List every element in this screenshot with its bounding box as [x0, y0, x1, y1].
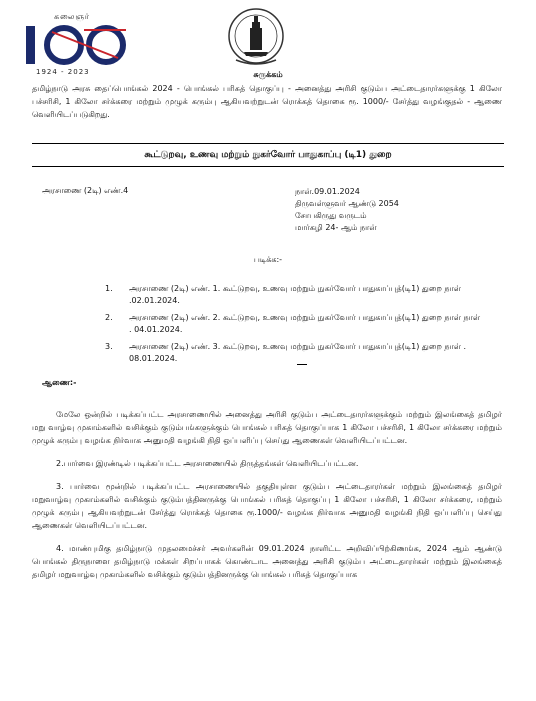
summary-title: சுருக்கம் [253, 70, 283, 79]
tamil-nadu-emblem [222, 6, 290, 68]
references-list [105, 283, 485, 370]
reference-text: அரசாணை (2டி) எண். 2. கூட்டுறவு, உணவு மற்றும் நுகர்வோர் பாதுகாப்புத்(டி1) துறை நாள் நாள் . 04.01.2024. [129, 313, 481, 334]
department-title: கூட்டுறவு, உணவு மற்றும் நுகர்வோர் பாதுகாப்பு (டி1) துறை [144, 150, 392, 160]
government-order-number: அரசாணை (2டி) எண்.4 [42, 186, 129, 195]
logo-years-text: 1924 - 2023 [36, 68, 90, 76]
separator-dash [297, 364, 307, 365]
reference-number: 3. [105, 342, 113, 351]
order-paragraph: 4. மாண்புமிகு தமிழ்நாடு முதலமைச்சர் அவர்களின் 09.01.2024 நாளிட்ட அறிவிப்பிற்கிணங்க, 2024 ஆம் ஆண்டு பொங்கல் திருநாளை தமிழ்நாடு மக்கள் சிறப்பாகக் கொண்டாட அனைத்து அரிசி குடும்ப அட்டைதாரர்கள் மற்றும் இலங்கைத் தமிழர் மறுவாழ்வு முகாம்களில் வசிக்கும் குடும்பத்தினருக்கு பொங்கல் பரிசுத் தொகுப்பாக [32, 544, 502, 579]
order-label: ஆணை:- [42, 378, 77, 387]
reference-text: அரசாணை (2டி) எண். 1. கூட்டுறவு, உணவு மற்றும் நுகர்வோர் பாதுகாப்புத்(டி1) துறை நாள் .02.01.2024. [129, 284, 461, 305]
order-paragraph: 2.பார்வை இரண்டில் படிக்கப்பட்ட அரசாணையில் திருத்தங்கள் வெளியிடப்பட்டன. [56, 459, 359, 468]
order-paragraph: மேலே ஒன்றில் படிக்கப்பட்ட அரசாணையில் அனைத்து அரிசி குடும்ப அட்டைதாரர்களுக்கும் மற்றும் இலங்கைத் தமிழர் மறு வாழ்வு முகாம்களில் வசிக்கும் குடும்பங்களுக்கும் பொங்கல் பரிசுத் தொகுப்பாக 1 கிலோ பச்சரிசி, 1 கிலோ சர்க்கரை மற்றும் முழுக் கரும்பு வழங்க நிர்வாக அனுமதி வழங்கி நிதி ஒப்பளிப்பு செய்து ஆணைகள் வெளியிடப்பட்டன. [32, 410, 502, 445]
kalaignar-100-logo [22, 12, 138, 76]
date-block [295, 186, 399, 234]
divider-bottom [32, 166, 504, 167]
date-line: மார்கழி 24- ஆம் நாள் [295, 223, 377, 232]
reference-item [105, 312, 485, 336]
reference-number: 2. [105, 313, 113, 322]
read-label: படிக்க:- [253, 255, 283, 264]
date-line: திருவள்ளுவர் ஆண்டு 2054 [295, 199, 399, 208]
reference-item [105, 341, 485, 365]
order-body [32, 408, 502, 591]
date-line: நாள்.09.01.2024 [295, 187, 360, 196]
divider-top [32, 143, 504, 144]
reference-item [105, 283, 485, 307]
summary-text: தமிழ்நாடு அரசு தைப்பொங்கல் 2024 - பொங்கல் பரிசுத் தொகுப்பு - அனைத்து அரிசி குடும்ப அட்டைதாரர்களுக்கு 1 கிலோ பச்சரிசி, 1 கிலோ சர்க்கரை மற்றும் முழுக் கரும்பு ஆகியவற்றுடன் ரொக்கத் தொகை ரூ. 1000/- சேர்த்து வழங்குதல் - ஆணை வெளியிடப்படுகிறது. [32, 84, 502, 119]
logo-tamil-text: கலைஞர் [54, 12, 91, 21]
order-paragraph: 3. பார்வை மூன்றில் படிக்கப்பட்ட அரசாணையில் தகுதியுள்ள குடும்ப அட்டைதாரர்கள் மற்றும் இலங்கைத் தமிழர் மறுவாழ்வு முகாம்களில் வசிக்கும் குடும்பத்தினருக்கு பொங்கல் பரிசுத் தொகுப்பு 1 கிலோ பச்சரிசி, 1 கிலோ சர்க்கரை, மற்றும் முழுக் கரும்பு ஆகியவற்றுடன் சேர்த்து ரொக்கத் தொகை ரூ.1000/- வழங்க நிர்வாக அனுமதி வழங்கி நிதி ஒப்பளிப்பு செய்து ஆணைகள் வெளியிடப்பட்டன. [32, 482, 502, 530]
date-line: சோபகிருது வருடம் [295, 211, 367, 220]
reference-number: 1. [105, 284, 113, 293]
reference-text: அரசாணை (2டி) எண். 3. கூட்டுறவு, உணவு மற்றும் நுகர்வோர் பாதுகாப்புத்(டி1) துறை நாள் . 08.01.2024. [129, 342, 467, 363]
